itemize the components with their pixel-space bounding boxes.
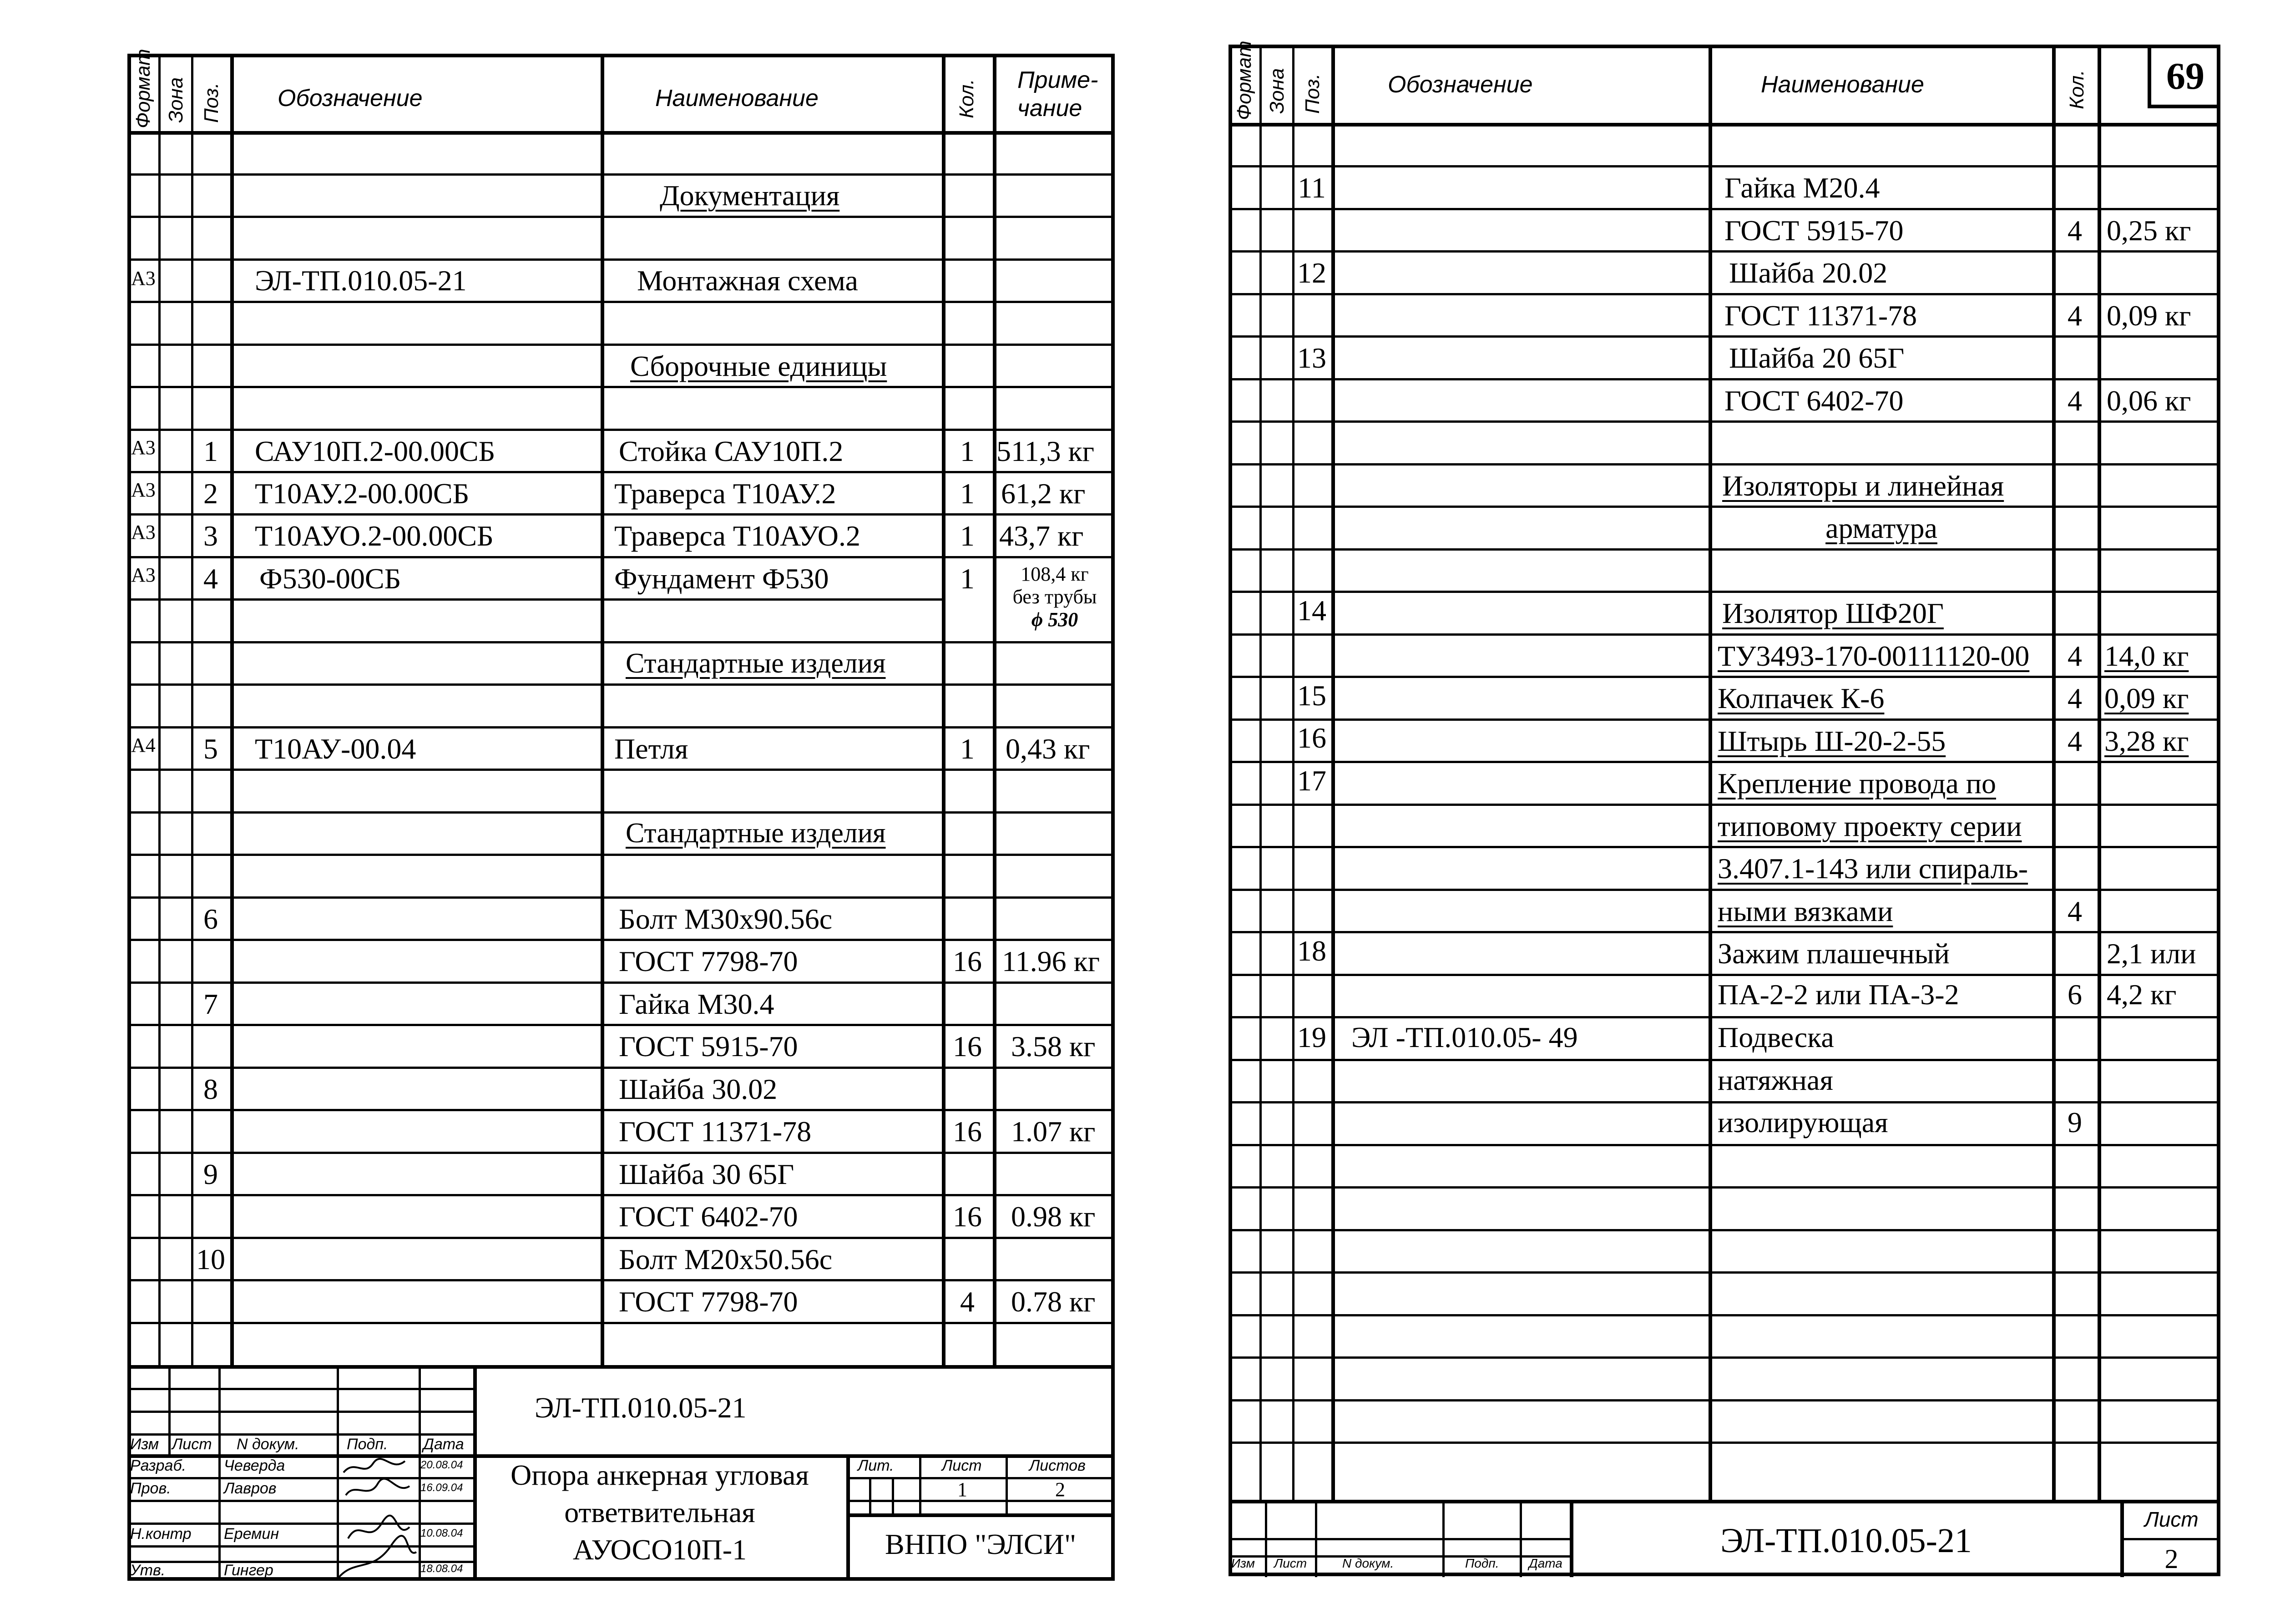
right-header-name: Наименование	[1761, 71, 1924, 98]
section-insulators-1: Изоляторы и линейная	[1722, 470, 2004, 502]
role-prov: Пров.	[130, 1480, 171, 1497]
left-col-line	[601, 55, 604, 1365]
left-header-format: Формат	[132, 49, 154, 128]
row-18-note-1: 2,1 или	[2107, 937, 2196, 970]
row-16-note: 3,28 кг	[2104, 725, 2189, 757]
signatures-drawing	[337, 1454, 419, 1580]
row-11-name: Гайка М20.4	[1724, 172, 1880, 204]
row-doc-format: А3	[131, 267, 156, 289]
row-14-tu: ТУ3493-170-00111120-00	[1718, 640, 2030, 672]
row-11-note: 0,25 кг	[2107, 214, 2191, 247]
sheets-label: Листов	[1029, 1457, 1086, 1474]
col-list: Лист	[172, 1436, 212, 1453]
row-16-qty: 4	[2068, 725, 2082, 757]
title-line-2: ответвительная	[564, 1496, 755, 1528]
row-19-pos: 19	[1297, 1021, 1326, 1053]
row-6-name: Болт М30х90.56с	[619, 903, 833, 935]
row-6-pos: 6	[203, 903, 218, 935]
row-7-qty: 16	[953, 1030, 982, 1062]
row-15-note: 0,09 кг	[2104, 682, 2189, 714]
left-header-name: Наименование	[655, 85, 819, 111]
page-number: 69	[2166, 55, 2204, 97]
row-7-gost: ГОСТ 5915-70	[619, 1030, 798, 1062]
row-4-name: Фундамент Ф530	[614, 562, 829, 595]
row-1-note: 511,3 кг	[996, 435, 1094, 467]
right-code: ЭЛ-ТП.010.05-21	[1720, 1522, 1972, 1560]
row-5-note: 0,43 кг	[1006, 733, 1090, 765]
left-code: ЭЛ-ТП.010.05-21	[535, 1391, 747, 1424]
row-13-qty: 4	[2068, 384, 2082, 417]
row-5-pos: 5	[203, 733, 218, 765]
section-standard-2: Стандартные изделия	[626, 818, 886, 849]
row-18-pos: 18	[1297, 935, 1326, 967]
row-9-note: 0.98 кг	[1011, 1200, 1096, 1233]
row-2-format: А3	[131, 479, 156, 501]
row-17-line-1: Крепление провода по	[1718, 767, 1996, 799]
row-18-qty: 6	[2068, 978, 2082, 1011]
row-19-qty: 9	[2068, 1106, 2082, 1138]
row-14-pos: 14	[1297, 594, 1326, 627]
row-17-pos: 17	[1297, 764, 1326, 797]
name-utv: Гингер	[224, 1562, 273, 1579]
row-9-pos: 9	[203, 1158, 218, 1190]
right-sheet-value: 2	[2164, 1544, 2179, 1574]
row-13-note: 0,06 кг	[2107, 384, 2191, 417]
sheets-value: 2	[1055, 1478, 1065, 1501]
right-col-ndoc: N докум.	[1342, 1556, 1394, 1570]
row-2-qty: 1	[960, 477, 975, 510]
sheet-value: 1	[957, 1478, 967, 1501]
row-13-pos: 13	[1297, 342, 1326, 374]
col-ndoc: N докум.	[237, 1436, 299, 1453]
row-10-gost: ГОСТ 7798-70	[619, 1285, 798, 1318]
row-6-gost: ГОСТ 7798-70	[619, 945, 798, 977]
row-1-format: А3	[131, 436, 156, 459]
row-3-note: 43,7 кг	[999, 520, 1084, 552]
date-razrab: 20.08.04	[420, 1459, 463, 1471]
left-header-note1: Приме-	[1017, 67, 1098, 93]
row-4-pos: 4	[203, 562, 218, 595]
row-18-line-2: ПА-2-2 или ПА-3-2	[1718, 978, 1959, 1011]
role-utv: Утв.	[130, 1562, 166, 1579]
right-col-list: Лист	[1274, 1556, 1307, 1570]
row-6-note: 11.96 кг	[1002, 945, 1100, 977]
row-15-name: Колпачек К-6	[1718, 682, 1885, 714]
row-16-name: Штырь Ш-20-2-55	[1718, 725, 1946, 757]
row-1-designation: САУ10П.2-00.00СБ	[255, 435, 495, 467]
row-17-line-3: 3.407.1-143 или спираль-	[1718, 852, 2028, 885]
row-5-qty: 1	[960, 733, 975, 765]
section-documentation: Документация	[660, 179, 840, 212]
left-header-pos: Поз.	[200, 82, 222, 123]
left-header-qty: Кол.	[956, 79, 978, 118]
row-8-qty: 16	[953, 1115, 982, 1148]
row-12-name: Шайба 20.02	[1729, 257, 1888, 289]
section-assemblies: Сборочные единицы	[630, 350, 887, 382]
row-18-line-1: Зажим плашечный	[1718, 937, 1950, 970]
section-insulators-2: арматура	[1825, 512, 1937, 544]
left-titleblock-line	[127, 1365, 1115, 1369]
row-19-line-1: Подвеска	[1718, 1021, 1834, 1053]
date-prov: 16.09.04	[420, 1482, 463, 1494]
lit-label: Лит.	[858, 1457, 894, 1474]
right-header-pos: Поз.	[1301, 73, 1324, 114]
name-nkontr: Еремин	[224, 1525, 279, 1543]
row-2-designation: Т10АУ.2-00.00СБ	[255, 477, 470, 510]
row-8-pos: 8	[203, 1073, 218, 1105]
left-col-line	[993, 55, 996, 1365]
row-19-line-2: натяжная	[1718, 1064, 1833, 1096]
row-3-qty: 1	[960, 520, 975, 552]
row-4-note-1: 108,4 кг	[1021, 563, 1089, 585]
role-nkontr: Н.контр	[130, 1525, 192, 1543]
left-header-note2: чание	[1017, 95, 1082, 121]
title-line-3: АУОСО10П-1	[572, 1533, 747, 1566]
right-header-qty: Кол.	[2066, 70, 2088, 109]
row-12-pos: 12	[1297, 257, 1326, 289]
row-18-note-2: 4,2 кг	[2107, 978, 2177, 1011]
row-12-qty: 4	[2068, 299, 2082, 332]
row-10-name: Болт М20х50.56с	[619, 1243, 833, 1275]
row-14-name: Изолятор ШФ20Г	[1722, 597, 1944, 629]
row-19-designation: ЭЛ -ТП.010.05- 49	[1351, 1021, 1578, 1053]
row-doc-name: Монтажная схема	[637, 264, 858, 297]
row-13-gost: ГОСТ 6402-70	[1724, 384, 1904, 417]
left-header-designation: Обозначение	[278, 85, 423, 111]
row-2-name: Траверса Т10АУ.2	[614, 477, 836, 510]
row-2-pos: 2	[203, 477, 218, 510]
row-8-note: 1.07 кг	[1011, 1115, 1096, 1148]
row-16-pos: 16	[1297, 722, 1326, 754]
row-14-note: 14,0 кг	[2104, 640, 2189, 672]
row-10-qty: 4	[960, 1285, 975, 1318]
row-15-qty: 4	[2068, 682, 2082, 714]
row-5-designation: Т10АУ-00.04	[255, 733, 416, 765]
row-3-pos: 3	[203, 520, 218, 552]
row-4-note-2: без трубы	[1012, 586, 1097, 608]
row-1-name: Стойка САУ10П.2	[619, 435, 844, 467]
date-utv: 18.08.04	[420, 1563, 463, 1575]
row-4-note-3: ϕ 530	[1031, 608, 1078, 631]
row-12-note: 0,09 кг	[2107, 299, 2191, 332]
row-8-name: Шайба 30.02	[619, 1073, 778, 1105]
row-doc-designation: ЭЛ-ТП.010.05-21	[255, 264, 467, 297]
row-11-qty: 4	[2068, 214, 2082, 247]
row-4-designation: Ф530-00СБ	[259, 562, 401, 595]
right-header-zone: Зона	[1266, 68, 1288, 114]
title-line-1: Опора анкерная угловая	[511, 1459, 809, 1491]
row-17-qty: 4	[2068, 895, 2082, 927]
row-7-pos: 7	[203, 988, 218, 1020]
row-5-name: Петля	[614, 733, 688, 765]
row-17-line-2: типовому проекту серии	[1718, 810, 2022, 842]
row-4-format: А3	[131, 564, 156, 586]
row-6-qty: 16	[953, 945, 982, 977]
left-col-line	[942, 55, 945, 1365]
sheet-label: Лист	[942, 1457, 982, 1474]
right-header-designation: Обозначение	[1388, 71, 1533, 98]
row-14-qty: 4	[2068, 640, 2082, 672]
organization: ВНПО "ЭЛСИ"	[885, 1528, 1077, 1560]
row-5-format: А4	[131, 734, 156, 756]
row-9-qty: 16	[953, 1200, 982, 1233]
row-11-gost: ГОСТ 5915-70	[1724, 214, 1904, 247]
row-15-pos: 15	[1297, 679, 1326, 712]
row-3-name: Траверса Т10АУО.2	[614, 520, 860, 552]
row-10-note: 0.78 кг	[1011, 1285, 1096, 1318]
row-4-qty: 1	[960, 562, 975, 595]
section-standard-1: Стандартные изделия	[626, 648, 886, 679]
row-12-gost: ГОСТ 11371-78	[1724, 299, 1917, 332]
row-8-gost: ГОСТ 11371-78	[619, 1115, 812, 1148]
role-razrab: Разраб.	[130, 1457, 187, 1474]
row-7-note: 3.58 кг	[1011, 1030, 1096, 1062]
left-col-line	[158, 55, 161, 1365]
name-razrab: Чеверда	[224, 1457, 285, 1474]
row-1-pos: 1	[203, 435, 218, 467]
row-2-note: 61,2 кг	[1001, 477, 1086, 510]
col-izm: Изм	[130, 1436, 159, 1453]
row-11-pos: 11	[1298, 172, 1326, 204]
row-19-line-3: изолирующая	[1718, 1106, 1888, 1138]
left-header-zone: Зона	[165, 77, 187, 123]
row-1-qty: 1	[960, 435, 975, 467]
col-date: Дата	[423, 1436, 464, 1453]
row-10-pos: 10	[196, 1243, 225, 1275]
right-sheet-label: Лист	[2144, 1508, 2199, 1531]
row-13-name: Шайба 20 65Г	[1729, 342, 1905, 374]
row-7-name: Гайка М30.4	[619, 988, 774, 1020]
date-nkontr: 10.08.04	[420, 1527, 463, 1539]
left-header-line	[127, 131, 1115, 135]
row-9-gost: ГОСТ 6402-70	[619, 1200, 798, 1233]
row-3-designation: Т10АУО.2-00.00СБ	[255, 520, 494, 552]
left-col-line	[230, 55, 234, 1365]
name-prov: Лавров	[224, 1480, 277, 1497]
row-9-name: Шайба 30 65Г	[619, 1158, 794, 1190]
right-col-date: Дата	[1529, 1556, 1562, 1570]
row-17-line-4: ными вязками	[1718, 895, 1893, 927]
right-header-format: Формат	[1233, 40, 1255, 120]
right-col-izm: Изм	[1231, 1556, 1255, 1570]
col-podp: Подп.	[347, 1436, 388, 1453]
right-col-podp: Подп.	[1465, 1556, 1499, 1570]
row-3-format: А3	[131, 521, 156, 543]
